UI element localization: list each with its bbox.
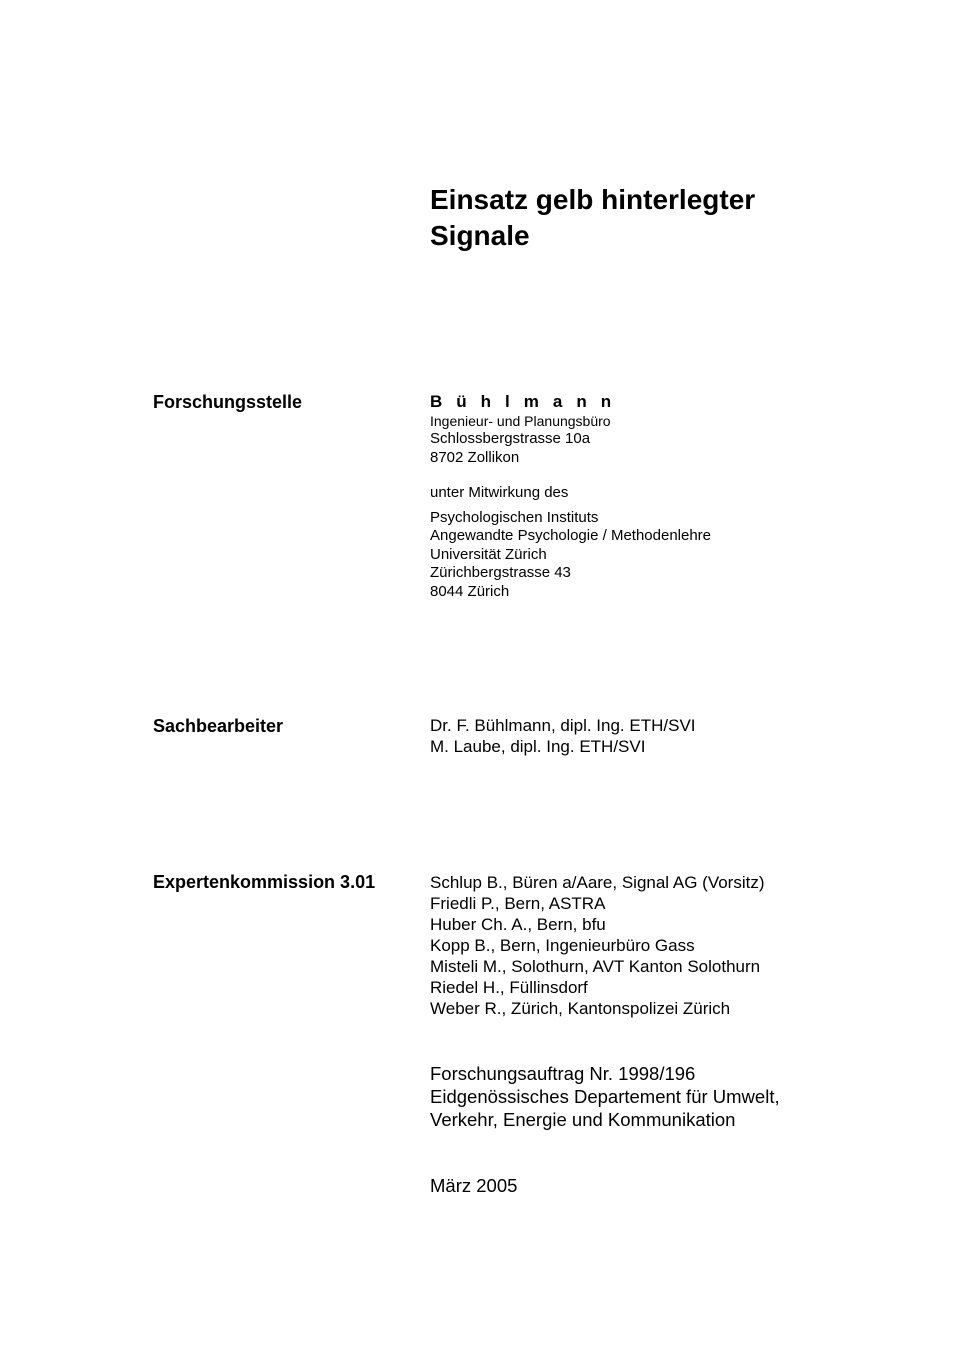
title-line: Einsatz gelb hinterlegter (430, 184, 756, 215)
case-workers-block (430, 715, 696, 757)
case-worker: Dr. F. Bühlmann, dipl. Ing. ETH/SVI (430, 716, 696, 735)
expert-commission-label: Expertenkommission 3.01 (153, 872, 376, 892)
cooperation-line: 8044 Zürich (430, 582, 510, 600)
research-body-label: Forschungsstelle (153, 392, 303, 412)
commission-member: Friedli P., Bern, ASTRA (430, 894, 606, 913)
expert-commission-block (430, 872, 765, 1019)
cooperation-block (430, 484, 711, 601)
commission-line: Forschungsauftrag Nr. 1998/196 (430, 1063, 696, 1084)
cooperation-line: Universität Zürich (430, 545, 547, 563)
commission-member: Misteli M., Solothurn, AVT Kanton Solothurn (430, 957, 761, 976)
commission-member: Huber Ch. A., Bern, bfu (430, 915, 606, 934)
cooperation-line: Angewandte Psychologie / Methodenlehre (430, 527, 712, 544)
commission-member: Schlup B., Büren a/Aare, Signal AG (Vorsitz) (430, 873, 765, 892)
case-workers-label: Sachbearbeiter (153, 716, 284, 736)
cooperation-intro: unter Mitwirkung des (430, 484, 569, 501)
commission-line: Eidgenössisches Departement für Umwelt, (430, 1086, 780, 1107)
commission-line: Verkehr, Energie und Kommunikation (430, 1109, 736, 1130)
case-worker: M. Laube, dipl. Ing. ETH/SVI (430, 737, 646, 756)
document-title (430, 182, 850, 254)
research-body-block (430, 392, 625, 467)
title-line: Signale (430, 220, 530, 251)
commission-member: Weber R., Zürich, Kantonspolizei Zürich (430, 999, 731, 1018)
research-commission-block (430, 1062, 780, 1131)
publication-date: März 2005 (430, 1175, 518, 1196)
commission-member: Riedel H., Füllinsdorf (430, 978, 588, 997)
firm-line: Schlossbergstrasse 10a (430, 430, 591, 447)
firm-line: Ingenieur- und Planungsbüro (430, 413, 611, 429)
firm-line: 8702 Zollikon (430, 448, 520, 466)
commission-member: Kopp B., Bern, Ingenieurbüro Gass (430, 936, 695, 955)
firm-name: Bühlmann (430, 392, 626, 411)
cooperation-line: Psychologischen Instituts (430, 508, 599, 526)
cooperation-line: Zürichbergstrasse 43 (430, 564, 571, 581)
